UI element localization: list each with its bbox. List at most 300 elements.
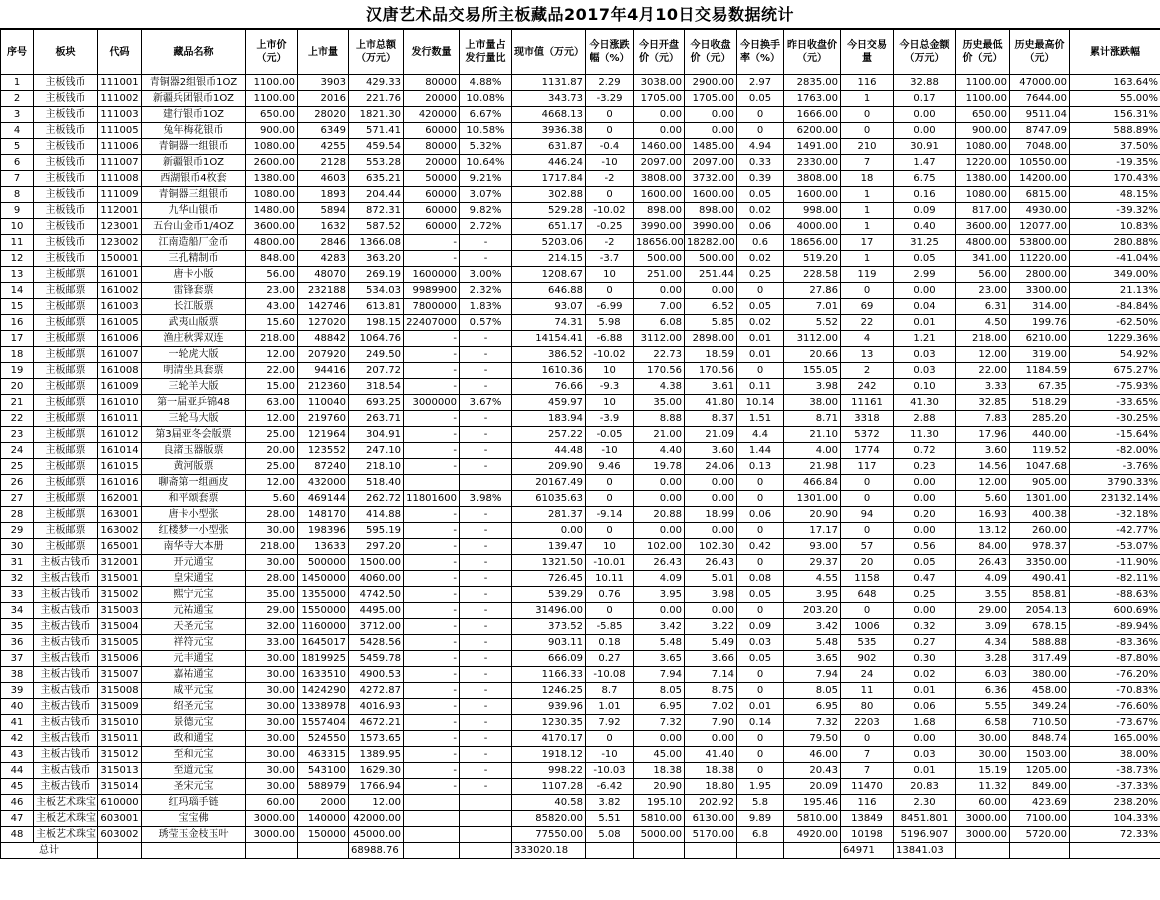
table-cell: 1766.94 <box>349 779 404 795</box>
table-cell: 4060.00 <box>349 571 404 587</box>
table-cell: 0.00 <box>894 123 956 139</box>
table-cell: - <box>404 587 460 603</box>
table-cell: 1.01 <box>586 699 634 715</box>
table-cell: 312001 <box>98 555 142 571</box>
table-cell: 161003 <box>98 299 142 315</box>
table-cell: - <box>404 347 460 363</box>
table-cell: 0.04 <box>894 299 956 315</box>
table-cell: 6.31 <box>956 299 1010 315</box>
table-cell: 3318 <box>841 411 894 427</box>
table-cell: 宝宝佛 <box>142 811 246 827</box>
table-cell: 111001 <box>98 75 142 91</box>
table-cell: 主板邮票 <box>34 379 98 395</box>
table-cell: 主板古钱币 <box>34 651 98 667</box>
table-cell: 939.96 <box>512 699 586 715</box>
table-cell: 熙宁元宝 <box>142 587 246 603</box>
table-cell: 1208.67 <box>512 267 586 283</box>
table-cell: 0.40 <box>894 219 956 235</box>
table-cell: 6.8 <box>737 827 784 843</box>
table-cell: 69 <box>841 299 894 315</box>
column-header: 上市价（元） <box>246 30 298 75</box>
table-cell: 4.34 <box>956 635 1010 651</box>
table-cell: 1774 <box>841 443 894 459</box>
table-cell: 80000 <box>404 139 460 155</box>
table-cell: 17.96 <box>956 427 1010 443</box>
table-cell: 46.00 <box>784 747 841 763</box>
table-cell: 12 <box>1 251 34 267</box>
table-cell: 5372 <box>841 427 894 443</box>
table-cell: 21.98 <box>784 459 841 475</box>
table-cell: 九华山银币 <box>142 203 246 219</box>
table-cell: 1205.00 <box>1010 763 1070 779</box>
table-cell: 4.38 <box>634 379 685 395</box>
table-cell: - <box>404 459 460 475</box>
table-cell: 30.91 <box>894 139 956 155</box>
table-cell: 0 <box>737 555 784 571</box>
table-cell: 0 <box>737 475 784 491</box>
table-cell: 1080.00 <box>246 139 298 155</box>
table-cell: 3.42 <box>634 619 685 635</box>
table-cell: 74.31 <box>512 315 586 331</box>
table-cell: 35.00 <box>246 587 298 603</box>
table-cell: 5894 <box>298 203 349 219</box>
table-cell: 53800.00 <box>1010 235 1070 251</box>
table-cell: 至道元宝 <box>142 763 246 779</box>
table-cell: 251.44 <box>685 267 737 283</box>
table-cell: 315002 <box>98 587 142 603</box>
table-cell: 518.29 <box>1010 395 1070 411</box>
table-cell: 281.37 <box>512 507 586 523</box>
table-row <box>1 491 1160 507</box>
table-cell: 20.43 <box>784 763 841 779</box>
table-cell: 3600.00 <box>956 219 1010 235</box>
total-empty-cell <box>246 843 298 859</box>
table-cell: - <box>404 683 460 699</box>
table-cell: 1633510 <box>298 667 349 683</box>
table-cell: 41.80 <box>685 395 737 411</box>
table-cell: 0 <box>737 683 784 699</box>
table-cell: 116 <box>841 75 894 91</box>
table-cell: 0 <box>841 123 894 139</box>
table-cell: 849.00 <box>1010 779 1070 795</box>
table-row <box>1 235 1160 251</box>
table-cell: 1.44 <box>737 443 784 459</box>
table-cell: - <box>460 571 512 587</box>
table-cell: 6.08 <box>634 315 685 331</box>
table-cell: 490.41 <box>1010 571 1070 587</box>
table-cell: 534.03 <box>349 283 404 299</box>
table-cell: 元丰通宝 <box>142 651 246 667</box>
table-cell: 112001 <box>98 203 142 219</box>
table-cell: 1821.30 <box>349 107 404 123</box>
column-header: 历史最低价（元） <box>956 30 1010 75</box>
table-cell: 13 <box>841 347 894 363</box>
table-cell: 519.20 <box>784 251 841 267</box>
table-cell: 543100 <box>298 763 349 779</box>
table-cell: 0.00 <box>634 491 685 507</box>
table-cell: -10 <box>586 747 634 763</box>
table-cell: 江南造船厂金币 <box>142 235 246 251</box>
table-cell: 4.94 <box>737 139 784 155</box>
table-cell: 148170 <box>298 507 349 523</box>
table-cell: 0 <box>586 523 634 539</box>
table-cell <box>404 811 460 827</box>
table-cell: 30.00 <box>246 683 298 699</box>
table-cell: 5.48 <box>784 635 841 651</box>
table-cell: 10 <box>586 539 634 555</box>
table-cell: 5 <box>1 139 34 155</box>
table-cell: 0.05 <box>737 187 784 203</box>
total-empty-cell <box>634 843 685 859</box>
table-cell: 绍圣元宝 <box>142 699 246 715</box>
table-cell: 529.28 <box>512 203 586 219</box>
table-cell: 29 <box>1 523 34 539</box>
table-cell: -10.02 <box>586 347 634 363</box>
table-cell: 6200.00 <box>784 123 841 139</box>
table-cell: 0.32 <box>894 619 956 635</box>
table-cell: 0.03 <box>737 635 784 651</box>
table-row <box>1 779 1160 795</box>
table-cell: 17.17 <box>784 523 841 539</box>
table-cell: 4.4 <box>737 427 784 443</box>
table-cell: 1.21 <box>894 331 956 347</box>
table-cell <box>460 475 512 491</box>
table-cell: 11161 <box>841 395 894 411</box>
table-cell: 10 <box>586 363 634 379</box>
table-cell: 和平颂套票 <box>142 491 246 507</box>
table-cell: 1460.00 <box>634 139 685 155</box>
table-cell: - <box>404 523 460 539</box>
table-cell: 67.35 <box>1010 379 1070 395</box>
table-cell: 72.33% <box>1070 827 1160 843</box>
table-cell: 主板古钱币 <box>34 571 98 587</box>
table-cell: 4800.00 <box>246 235 298 251</box>
table-cell: 257.22 <box>512 427 586 443</box>
total-empty-cell <box>586 843 634 859</box>
table-cell: 9989900 <box>404 283 460 299</box>
table-cell: 1600.00 <box>634 187 685 203</box>
table-cell: 1100.00 <box>246 91 298 107</box>
table-cell: 37 <box>1 651 34 667</box>
table-row <box>1 123 1160 139</box>
table-cell: 44.48 <box>512 443 586 459</box>
table-cell: 315010 <box>98 715 142 731</box>
table-cell: - <box>460 411 512 427</box>
table-cell: 1666.00 <box>784 107 841 123</box>
table-cell: - <box>460 363 512 379</box>
table-cell: 31496.00 <box>512 603 586 619</box>
table-cell: 195.10 <box>634 795 685 811</box>
table-cell: 142746 <box>298 299 349 315</box>
table-cell: 110040 <box>298 395 349 411</box>
table-cell: 主板邮票 <box>34 443 98 459</box>
table-cell: 635.21 <box>349 171 404 187</box>
table-cell: 主板钱币 <box>34 91 98 107</box>
table-row <box>1 539 1160 555</box>
table-cell: 30.00 <box>246 667 298 683</box>
table-cell: 1629.30 <box>349 763 404 779</box>
table-cell: 1819925 <box>298 651 349 667</box>
table-cell: 1064.76 <box>349 331 404 347</box>
table-cell: 459.54 <box>349 139 404 155</box>
table-cell: 7.32 <box>784 715 841 731</box>
table-cell: - <box>460 667 512 683</box>
table-cell: 至和元宝 <box>142 747 246 763</box>
table-cell: 4272.87 <box>349 683 404 699</box>
table-cell: -33.65% <box>1070 395 1160 411</box>
table-cell: 18.80 <box>685 779 737 795</box>
table-cell: 0 <box>586 107 634 123</box>
table-cell: 1632 <box>298 219 349 235</box>
table-cell: 开元通宝 <box>142 555 246 571</box>
table-cell: 343.73 <box>512 91 586 107</box>
table-cell: 1080.00 <box>956 187 1010 203</box>
table-cell: 571.41 <box>349 123 404 139</box>
table-cell: 0.00 <box>634 107 685 123</box>
table-cell: 20.66 <box>784 347 841 363</box>
table-cell: 41 <box>1 715 34 731</box>
table-cell: 7 <box>841 747 894 763</box>
table-cell: 1450000 <box>298 571 349 587</box>
table-cell: 2203 <box>841 715 894 731</box>
table-cell: - <box>404 715 460 731</box>
table-row <box>1 507 1160 523</box>
table-cell <box>460 811 512 827</box>
table-row <box>1 603 1160 619</box>
column-header: 今日涨跌幅（%） <box>586 30 634 75</box>
table-cell: 12.00 <box>956 475 1010 491</box>
table-cell: 0.13 <box>737 459 784 475</box>
total-listing-total: 68988.76 <box>349 843 404 859</box>
table-cell: 650.00 <box>246 107 298 123</box>
table-cell: 建行银币1OZ <box>142 107 246 123</box>
table-cell: 9.46 <box>586 459 634 475</box>
table-row <box>1 331 1160 347</box>
table-cell: 红楼梦一小型张 <box>142 523 246 539</box>
table-cell: 5459.78 <box>349 651 404 667</box>
table-cell: - <box>460 619 512 635</box>
table-cell: 1480.00 <box>246 203 298 219</box>
table-cell: 469144 <box>298 491 349 507</box>
table-cell: 440.00 <box>1010 427 1070 443</box>
table-cell: 2.99 <box>894 267 956 283</box>
table-cell: 5.48 <box>634 635 685 651</box>
table-cell: 第一届亚乒锦48 <box>142 395 246 411</box>
table-cell: 1301.00 <box>1010 491 1070 507</box>
table-cell: 7644.00 <box>1010 91 1070 107</box>
table-cell: 0 <box>737 667 784 683</box>
table-cell: 119.52 <box>1010 443 1070 459</box>
table-cell: 0 <box>737 731 784 747</box>
table-cell: -3.76% <box>1070 459 1160 475</box>
table-cell: 4672.21 <box>349 715 404 731</box>
table-cell: 2835.00 <box>784 75 841 91</box>
total-empty-cell <box>142 843 246 859</box>
table-cell: 3000.00 <box>246 827 298 843</box>
table-cell: 466.84 <box>784 475 841 491</box>
table-cell: 皇宋通宝 <box>142 571 246 587</box>
table-cell: - <box>404 555 460 571</box>
table-cell: 30.00 <box>956 747 1010 763</box>
table-cell: 6.58 <box>956 715 1010 731</box>
table-cell: - <box>404 619 460 635</box>
table-cell: 247.10 <box>349 443 404 459</box>
table-cell: 33.00 <box>246 635 298 651</box>
table-cell: -53.07% <box>1070 539 1160 555</box>
table-cell: 1301.00 <box>784 491 841 507</box>
table-cell: 主板钱币 <box>34 139 98 155</box>
table-cell: 0.00 <box>634 731 685 747</box>
table-cell: 1080.00 <box>956 139 1010 155</box>
table-cell: 0.14 <box>737 715 784 731</box>
table-cell: 1600.00 <box>685 187 737 203</box>
table-cell: 18.59 <box>685 347 737 363</box>
table-cell: 123552 <box>298 443 349 459</box>
table-cell: 3000.00 <box>246 811 298 827</box>
table-cell: 29.00 <box>246 603 298 619</box>
table-cell: 5.60 <box>956 491 1010 507</box>
table-cell: 11 <box>841 683 894 699</box>
table-cell: - <box>404 731 460 747</box>
table-cell: 21 <box>1 395 34 411</box>
table-cell: 0.33 <box>737 155 784 171</box>
table-cell: 1160000 <box>298 619 349 635</box>
table-cell: 111002 <box>98 91 142 107</box>
table-cell: 535 <box>841 635 894 651</box>
table-cell: 1.51 <box>737 411 784 427</box>
table-cell: 463315 <box>298 747 349 763</box>
table-cell: -5.85 <box>586 619 634 635</box>
table-cell: 161011 <box>98 411 142 427</box>
table-cell: 2600.00 <box>246 155 298 171</box>
table-cell: - <box>460 635 512 651</box>
table-cell: 646.88 <box>512 283 586 299</box>
table-cell: 0.01 <box>894 315 956 331</box>
table-cell: 红玛瑙手链 <box>142 795 246 811</box>
table-cell: 1600000 <box>404 267 460 283</box>
table-cell: 3808.00 <box>634 171 685 187</box>
table-cell: 37.50% <box>1070 139 1160 155</box>
total-amount: 13841.03 <box>894 843 956 859</box>
table-cell: -2 <box>586 171 634 187</box>
table-cell: 30.00 <box>246 731 298 747</box>
total-empty-cell <box>956 843 1010 859</box>
table-cell: 1705.00 <box>685 91 737 107</box>
table-cell: 1229.36% <box>1070 331 1160 347</box>
table-cell: 414.88 <box>349 507 404 523</box>
table-cell: 1366.08 <box>349 235 404 251</box>
table-cell: 14154.41 <box>512 331 586 347</box>
trade-table <box>0 29 1160 859</box>
table-cell: - <box>460 507 512 523</box>
table-cell: - <box>404 411 460 427</box>
table-cell: 良渚玉器版票 <box>142 443 246 459</box>
table-cell: 3.67% <box>460 395 512 411</box>
table-cell: 4.55 <box>784 571 841 587</box>
table-cell: 8.37 <box>685 411 737 427</box>
table-cell: 7.90 <box>685 715 737 731</box>
table-cell: 111007 <box>98 155 142 171</box>
table-cell: 1 <box>841 187 894 203</box>
table-cell: 85820.00 <box>512 811 586 827</box>
table-cell: 900.00 <box>956 123 1010 139</box>
table-cell: 0.72 <box>894 443 956 459</box>
table-cell: 280.88% <box>1070 235 1160 251</box>
table-cell: 12.00 <box>956 347 1010 363</box>
table-cell: - <box>404 427 460 443</box>
table-cell: 675.27% <box>1070 363 1160 379</box>
table-cell: 12.00 <box>246 347 298 363</box>
table-cell: 7.83 <box>956 411 1010 427</box>
table-cell: - <box>404 779 460 795</box>
table-cell: 0 <box>737 107 784 123</box>
table-cell: 0 <box>841 283 894 299</box>
table-cell: 41.30 <box>894 395 956 411</box>
table-cell: 170.56 <box>634 363 685 379</box>
table-cell: 315003 <box>98 603 142 619</box>
table-cell: 603001 <box>98 811 142 827</box>
table-cell: 285.20 <box>1010 411 1070 427</box>
table-cell: 858.81 <box>1010 587 1070 603</box>
table-cell: 903.11 <box>512 635 586 651</box>
table-cell: 聊斋第一组画皮 <box>142 475 246 491</box>
table-cell: 249.50 <box>349 347 404 363</box>
table-cell: - <box>404 331 460 347</box>
table-cell: -82.00% <box>1070 443 1160 459</box>
table-cell: -32.18% <box>1070 507 1160 523</box>
table-cell: 5203.06 <box>512 235 586 251</box>
table-cell: 212360 <box>298 379 349 395</box>
table-cell: 21.09 <box>685 427 737 443</box>
table-cell: 4000.00 <box>784 219 841 235</box>
table-cell: -6.42 <box>586 779 634 795</box>
table-cell: 7 <box>841 763 894 779</box>
table-cell: 2016 <box>298 91 349 107</box>
table-cell: 1166.33 <box>512 667 586 683</box>
table-cell: 0.16 <box>894 187 956 203</box>
table-cell: 主板古钱币 <box>34 555 98 571</box>
table-cell: 主板邮票 <box>34 459 98 475</box>
table-cell: 6.67% <box>460 107 512 123</box>
table-row <box>1 715 1160 731</box>
table-cell: 主板邮票 <box>34 539 98 555</box>
table-cell: - <box>460 443 512 459</box>
table-cell: 明清坐具套票 <box>142 363 246 379</box>
table-cell: 610000 <box>98 795 142 811</box>
table-cell: 678.15 <box>1010 619 1070 635</box>
table-cell: 5.55 <box>956 699 1010 715</box>
table-cell: 主板钱币 <box>34 235 98 251</box>
table-cell: -3.29 <box>586 91 634 107</box>
table-cell: 0.30 <box>894 651 956 667</box>
table-cell: 西湖银币4枚套 <box>142 171 246 187</box>
table-row <box>1 299 1160 315</box>
table-cell: 琇莹玉金枝玉叶 <box>142 827 246 843</box>
table-cell: 165001 <box>98 539 142 555</box>
table-cell: 16.93 <box>956 507 1010 523</box>
table-row <box>1 139 1160 155</box>
table-cell: -0.4 <box>586 139 634 155</box>
table-cell: 6.95 <box>634 699 685 715</box>
table-cell: 0.06 <box>894 699 956 715</box>
table-row <box>1 267 1160 283</box>
table-cell: 主板古钱币 <box>34 747 98 763</box>
table-cell: 31 <box>1 555 34 571</box>
table-cell: 898.00 <box>685 203 737 219</box>
table-cell: 199.76 <box>1010 315 1070 331</box>
table-cell: 1321.50 <box>512 555 586 571</box>
table-cell: 主板古钱币 <box>34 619 98 635</box>
